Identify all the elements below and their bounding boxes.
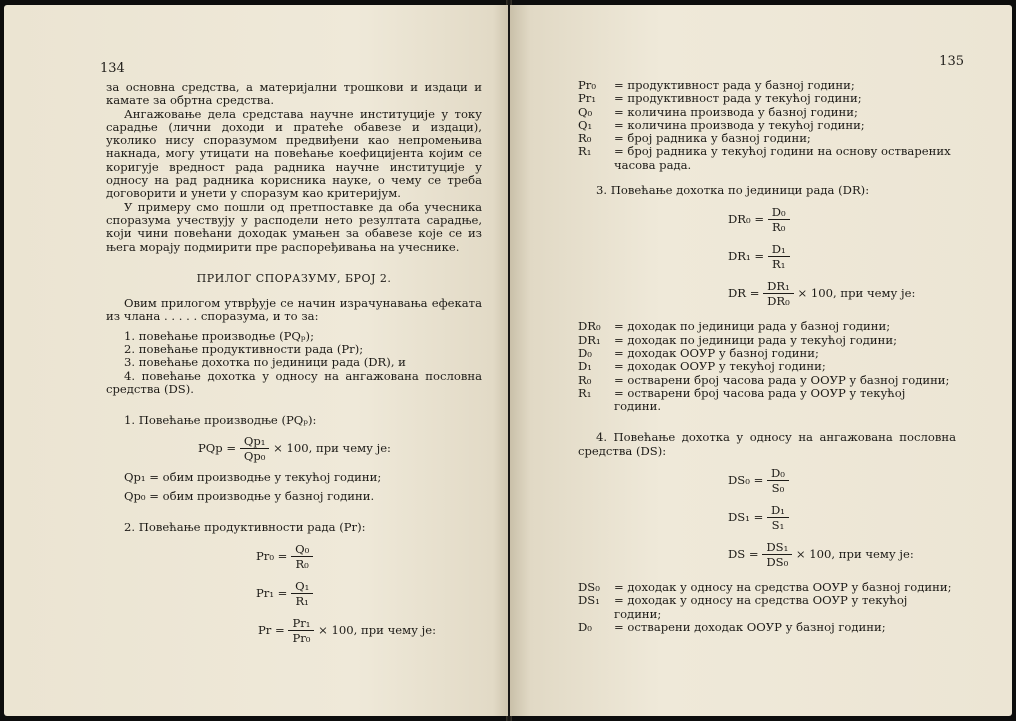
right-text-column [578,79,956,634]
definition: DS₁ = доходак у односу на средства ООУР у текућој години; [578,593,908,621]
formula-pqp: PQp = $\frac{\text{Qp₁}}{\text{Qp₀}}$ × 100, при чему је: [198,433,391,463]
definition: D₁ = доходак ООУР у текућој години; [578,359,826,374]
right-page [510,5,1012,716]
definition: R₁ = остварени број часова рада у ООУР у текућој години. [578,385,906,414]
list-item: 1. повећање производње (PQₚ); [124,328,314,343]
definitions-productivity [578,79,956,172]
left-text-column [106,81,482,645]
formula-ds1: DS₁ = $\frac{\text{D₁}}{\text{S₁}}$ [578,503,956,532]
list-item: 2. повећање продуктивности рада (Pr); [124,342,364,357]
list-item: 4. повећање дохотка у односу на ангажована пословна средства (DS). [106,368,482,396]
definition: DR₁ = доходак по јединици рада у текућој години; [578,332,897,347]
formula-section-title: 4. Повећање дохотка у односу на ангажована пословна средства (DS): [578,430,956,458]
list-item: 3. повећање дохотка по јединици рада (DR), и [124,355,406,370]
definition: R₁ = број радника у текућој години на основу остварених часова рада. [578,144,951,172]
formula-pr1: Pr₁ = $\frac{\text{Q₁}}{\text{R₁}}$ [106,579,482,608]
definition: DS₀ = доходак у односу на средства ООУР у базној години; [578,580,952,595]
definition: R₀ = број радника у базној години; [578,131,811,146]
formula-section-title: 1. Повећање производње (PQₚ): [124,413,317,428]
definition: Q₀ = количина производа у базној години; [578,104,858,119]
page-number-right: 135 [939,54,964,69]
formula-ds0: DS₀ = $\frac{\text{D₀}}{\text{S₀}}$ [578,466,956,495]
formula-section-title: 2. Повећање продуктивности рада (Pr): [124,520,366,535]
definition: Pr₀ = продуктивност рада у базној години; [578,78,855,92]
formula-section-title: 3. Повећање дохотка по јединици рада (DR): [596,183,870,198]
formula-dr: DR = $\frac{\text{DR₁}}{\text{DR₀}}$ × 100, при чему је: [728,279,916,309]
definition: D₀ = доходак ООУР у базној години; [578,345,819,360]
paragraph: за основна средства, а материјални трошкови и издаци и камате за обртна средства. [106,80,482,108]
formula-pr: Pr = $\frac{\text{Pr₁}}{\text{Pr₀}}$ × 100, при чему је: [258,616,436,646]
definition: DR₀ = доходак по јединици рада у базној години; [578,319,891,334]
definition: R₀ = остварени број часова рада у ООУР у базној години; [578,372,950,387]
definition: Qp₁ = обим производње у текућој години; [124,469,382,484]
paragraph: Ангажовање дела средстава научне институције у току сарадње (лични доходи и пратеће обавезе и издаци), уколико нису споразумом предвиђени као непромењива накнада, могу утицати на повећање коефицијента којим се коригује вредност рада радника научне институције у односу на рад радника корисника науке, о чему се треба договорити и унети у споразум као критеријум. [106,106,482,201]
formula-ds: DS = $\frac{\text{DS₁}}{\text{DS₀}}$ × 100, при чему је: [728,540,914,570]
definition: Q₁ = количина производа у текућој години; [578,117,865,132]
formula-dr1: DR₁ = $\frac{\text{D₁}}{\text{R₁}}$ [578,242,956,271]
definition: Pr₁ = продуктивност рада у текућој години; [578,91,862,106]
left-page [4,5,508,716]
definitions-income-per-work [578,320,956,413]
section-heading: ПРИЛОГ СПОРАЗУМУ, БРОЈ 2. [196,271,392,285]
paragraph: У примеру смо пошли од претпоставке да оба учесника споразума учествују у расподели нето резултата сарадње, који чини повећани доходак умањен за обавезе које се из њега морају подмирити пре распоређивања на учеснике. [106,199,482,254]
paragraph: Овим прилогом утврђује се начин израчунавања ефеката из члана . . . . . споразума, и то за: [106,296,482,324]
definition: Qp₀ = обим производње у базној години. [124,488,375,503]
definitions-income-per-assets [578,581,956,634]
formula-pr0: Pr₀ = $\frac{\text{Q₀}}{\text{R₀}}$ [106,542,482,571]
page-number-left: 134 [100,61,125,76]
definition: D₀ = остварени доходак ООУР у базној години; [578,619,886,634]
formula-dr0: DR₀ = $\frac{\text{D₀}}{\text{R₀}}$ [578,205,956,234]
